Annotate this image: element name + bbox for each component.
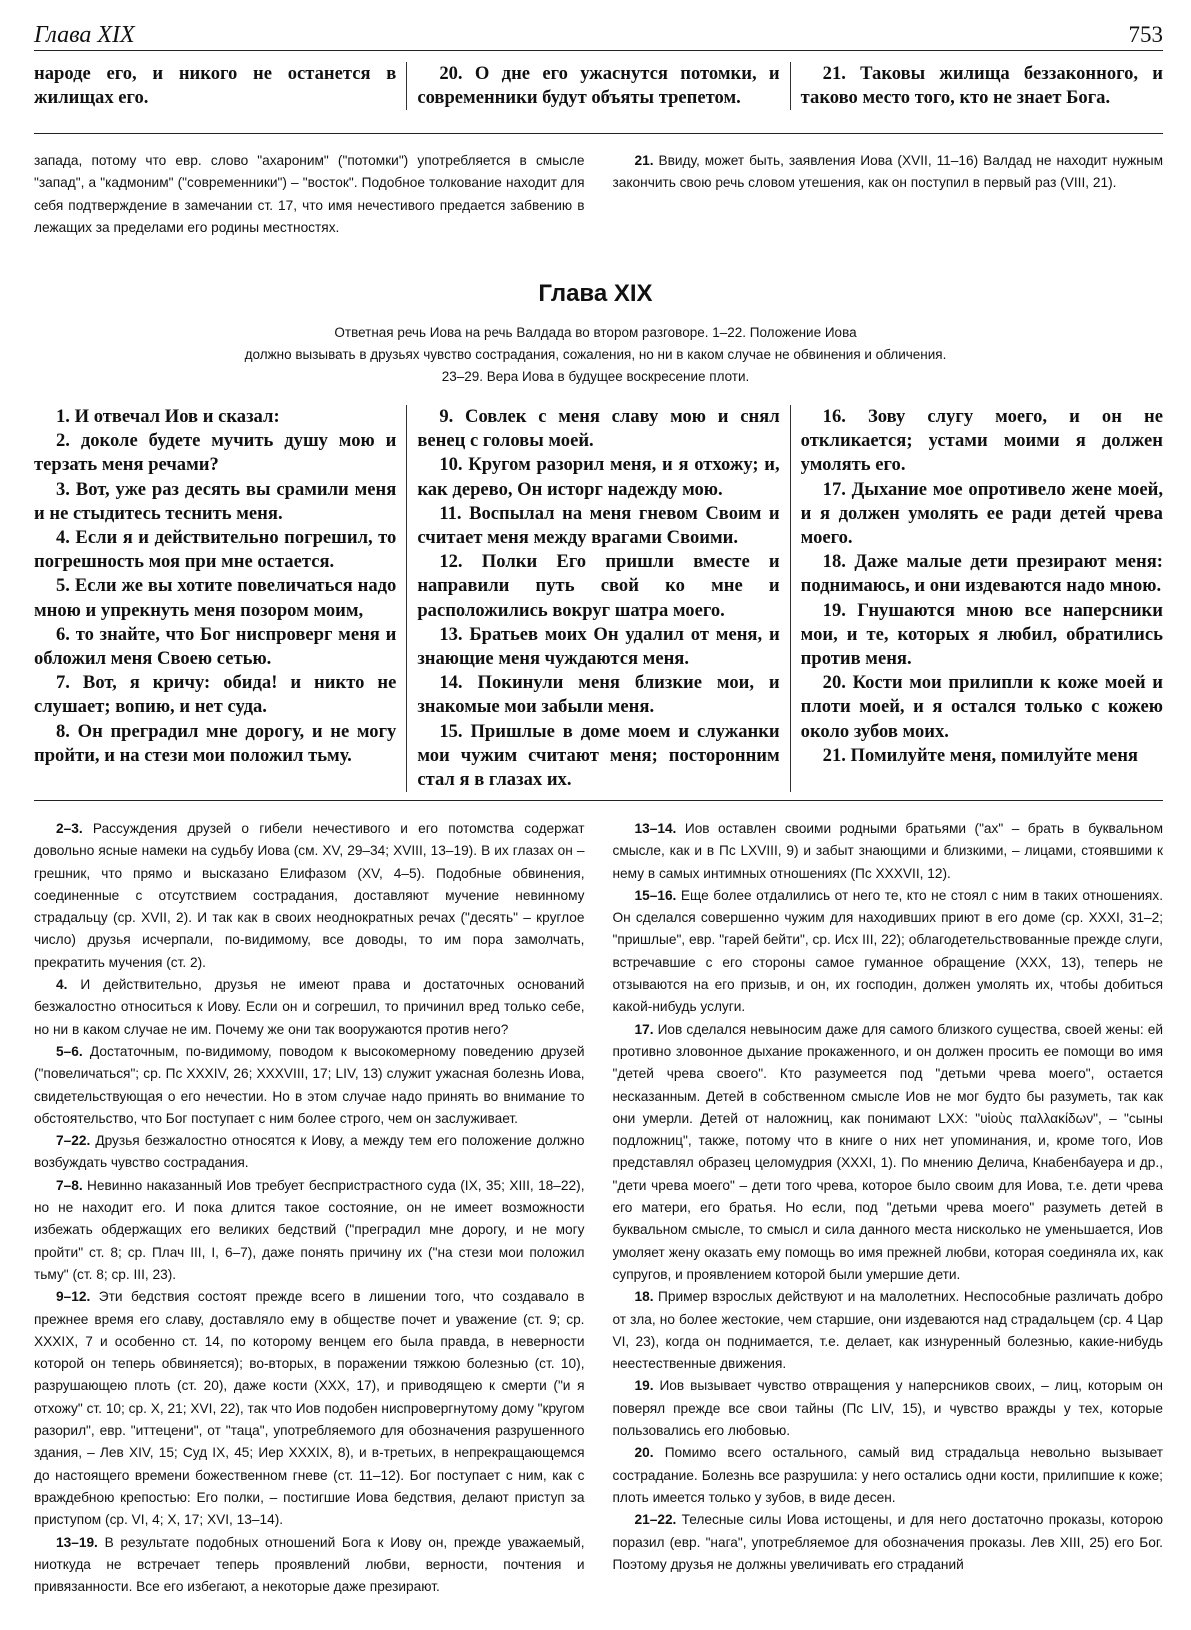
commentary-note <box>613 1019 1164 1287</box>
verse: 2. доколе будете мучить душу мою и терзать меня речами? <box>34 430 397 476</box>
verse: 14. Покинули меня близкие мои, и знакомые мои забыли меня. <box>417 672 780 718</box>
commentary-text: Иов вызывает чувство отвращения у наперсников своих, – лиц, которым он поверял прежде все свои тайны (Пс LIV, 15), и чувство вражды у тех, которые пользовались его любовью. <box>612 1378 1163 1439</box>
top-verse-col-1 <box>34 62 406 110</box>
commentary-note <box>613 1509 1164 1576</box>
commentary-ref: 17. <box>634 1021 654 1037</box>
commentary-note <box>613 885 1164 1019</box>
verse-col-2 <box>406 405 789 792</box>
top-verse-columns <box>34 62 1163 110</box>
commentary-columns <box>34 818 1163 1598</box>
verse-continuation: народе его, и никого не останется в жилищах его. <box>34 63 397 109</box>
verse: 15. Пришлые в доме моем и служанки мои чужим считают меня; посторонним стал я в глазах их. <box>417 720 780 791</box>
verse: 19. Гнушаются мною все наперсники мои, и те, которых я любил, обратились против меня. <box>800 599 1163 670</box>
commentary-ref: 5–6. <box>56 1043 83 1059</box>
commentary-note <box>34 1041 585 1130</box>
commentary-ref: 21. <box>634 153 654 168</box>
commentary-note <box>613 818 1164 885</box>
commentary-left <box>34 818 585 1598</box>
commentary-note <box>613 1442 1164 1509</box>
commentary-right <box>613 818 1164 1598</box>
commentary-text: Пример взрослых действуют и на малолетних. Неспособные различать добро от зла, но более жестокие, чем старшие, они издеваются над страдальцем (ср. 4 Цар VI, 23), когда он поднимается, т.е. делает, как изнуренный болезнью, какие-нибудь неестественные движения. <box>612 1289 1163 1372</box>
verse: 4. Если я и действительно погрешил, то погрешность моя при мне остается. <box>34 527 397 573</box>
top-commentary-right <box>613 150 1164 239</box>
commentary-note <box>34 1175 585 1286</box>
commentary-note <box>613 1375 1164 1442</box>
commentary-text: Иов сделался невыносим даже для самого близкого существа, своей жены: ей противно зловонное дыхание прокаженного, и он должен просить ее помощи во имя "детей чрева своего". Кто разумеется под "детьми чрева моего", остается несказанным. Детей в собственном смысле Иов не мог будто бы разуметь, так как они умерли. Детей от наложниц, как понимают LXX: "υἱοὺς παλλακίδων", – "сыны подложниц", также, потому что в книге о них нет упоминания, и, кроме того, Иов представлял образец целомудрия (XXXI, 1). По мнению Делича, Кнабенбауера и др., "дети чрева моего" – дети того чрева, которое было своим для Иова, т.е. дети чрева его матери, его братья. Но если, под "детьми чрева моего" разуметь детей в буквальном смысле, то смысл и сила данного места нисколько не уменьшается, Иов умоляет жену оказать ему помощь во имя прежней любви, которая соединяла их, как супругов, и проявлением которой были умершие дети. <box>612 1021 1163 1282</box>
verse: 5. Если же вы хотите повеличаться надо мною и упрекнуть меня позором моим, <box>34 575 397 621</box>
verse: 8. Он преградил мне дорогу, и не могу пройти, и на стези мои положил тьму. <box>34 720 397 766</box>
commentary-text: Иов оставлен своими родными братьями ("ах" – брать в буквальном смысле, как и в Пс LXVIII, 9) и забыт знающими и близкими, – лицами, стоявшими к нему в самых интимных отношениях (Пс XXXVII, 12). <box>612 821 1163 881</box>
commentary-ref: 13–14. <box>634 821 677 836</box>
commentary-ref: 15–16. <box>634 887 677 903</box>
divider-rule <box>34 800 1163 801</box>
verse-columns <box>34 405 1163 792</box>
verse: 11. Воспылал на меня гневом Своим и считает меня между врагами Своими. <box>417 502 780 549</box>
top-verse-col-2 <box>406 62 789 110</box>
divider-rule <box>34 133 1163 134</box>
commentary-text: Рассуждения друзей о гибели нечестивого и его потомства содержат довольно ясные намеки на судьбу Иова (см. XV, 29–34; XVIII, 13–19). В их глазах он – грешник, что прямо и высказано Елифазом (XV, 4–5). Подобные обвинения, соединенные с отсутствием сострадания, доставляют мучение невинному страдальцу (ср. XVII, 2). И так как в своих неоднократных речах ("десять" – круглое число) друзья исчерпали, по-видимому, все доводы, то им пора замолчать, прекратить мучения (ст. 2). <box>34 821 585 970</box>
commentary-ref: 9–12. <box>56 1289 91 1305</box>
commentary-note <box>34 1286 585 1531</box>
verse: 12. Полки Его пришли вместе и направили путь свой ко мне и расположились вокруг шатра моего. <box>417 551 780 621</box>
chapter-summary <box>60 322 1131 388</box>
verse-col-1 <box>34 405 406 792</box>
commentary-note <box>613 1286 1164 1375</box>
verse: 18. Даже малые дети презирают меня: поднимаюсь, и они издеваются надо мною. <box>800 551 1163 597</box>
commentary-text: Достаточным, по-видимому, поводом к высокомерному поведению друзей ("повеличаться"; ср. Пс XXXIV, 26; XXXVIII, 17; LIV, 13) служит ужасная болезнь Иова, свидетельствующая о его нечестии. Но в этом случае надо принять во внимание то обстоятельство, что Бог поступает с ним более строго, чем он заслуживает. <box>34 1043 585 1126</box>
top-commentary <box>34 150 1163 239</box>
verse: 9. Совлек с меня славу мою и снял венец с головы моей. <box>417 406 780 452</box>
running-chapter-title: Глава XIX <box>34 22 135 48</box>
commentary-text: Друзья безжалостно относятся к Иову, а между тем его положение должно возбуждать чувство сострадания. <box>34 1133 585 1171</box>
commentary-ref: 20. <box>634 1445 654 1461</box>
verse: 16. Зову слугу моего, и он не откликается; устами моими я должен умолять его. <box>800 406 1163 476</box>
commentary-text: И действительно, друзья не имеют права и достаточных оснований безжалостно относиться к Иову. Если он и согрешил, то причинил вред только себе, но ни в каком случае не им. Почему же они так вооружаются против него? <box>34 977 585 1037</box>
commentary-ref: 2–3. <box>56 821 83 836</box>
commentary-ref: 4. <box>56 977 68 993</box>
verse: 6. то знайте, что Бог ниспроверг меня и обложил меня Своею сетью. <box>34 623 397 670</box>
commentary-ref: 19. <box>634 1378 654 1394</box>
page-number: 753 <box>1128 22 1163 47</box>
commentary-note <box>34 1532 585 1599</box>
verse: 20. Кости мои прилипли к коже моей и плоти моей, и я остался только с кожею около зубов моих. <box>800 672 1163 742</box>
commentary-text: запада, потому что евр. слово "ахароним" ("потомки") употребляется в смысле "запад", а "кадмоним" ("современники") – "восток". Подобное толкование находит для себя подтверждение в замечании ст. 17, что имя нечестивого предается забвению в лежащих за пределами его родины местностях. <box>34 153 585 235</box>
commentary-text: Эти бедствия состоят прежде всего в лишении того, что создавало в прежнее время его славу, доставляло ему в обществе почет и уважение (ст. 9; ср. XXXIX, 7 и особенно ст. 14, по которому венцем его была правда, в неверности которой он теперь обвиняется); во-вторых, в поражении тяжкою болезнью (ст. 10), разрушающею плоть (ст. 20), даже кости (XXX, 17), и приводящею к смерти ("и я отхожу" ст. 10; ср. X, 21; XVI, 22), так что Иов подобен ниспровергнутому дому "кругом разорил", евр. "иттецени", от "таца", употребляемого для обозначения разрушенного здания, – Лев XIV, 15; Суд IX, 45; Иер XXXIX, 8), и в-третьих, в непрекращающемся до настоящего времени божественном гневе (ст. 11–12). Бог поступает с ним, как с враждебною крепостью: Его полки, – постигшие Иова бедствия, делают приступ за приступом (ср. VI, 4; X, 17; XVI, 13–14). <box>34 1289 585 1528</box>
commentary-ref: 7–22. <box>56 1133 91 1149</box>
commentary-note <box>34 1130 585 1175</box>
running-header <box>34 18 1163 51</box>
commentary-note <box>34 974 585 1041</box>
commentary-text: Помимо всего остального, самый вид страдальца невольно вызывает сострадание. Болезнь все разрушила: у него остались одни кости, прилипшие к коже; плоть имеется только у зубов, в виде десен. <box>612 1445 1163 1505</box>
verse: 21. Помилуйте меня, помилуйте меня <box>822 744 1138 766</box>
commentary-text: В результате подобных отношений Бога к Иову он, прежде уважаемый, ниоткуда не встречает теперь проявлений любви, верности, почтения и привязанности. Все его избегают, а некоторые даже презирают. <box>34 1534 585 1595</box>
summary-line: должно вызывать в друзьях чувство сострадания, сожаления, но ни в каком случае не обвинения и обличения. <box>244 347 947 362</box>
verse: 17. Дыхание мое опротивело жене моей, и я должен умолять ее ради детей чрева моего. <box>800 478 1163 549</box>
verse: 20. О дне его ужаснутся потомки, и современники будут объяты трепетом. <box>417 63 780 109</box>
commentary-text: Невинно наказанный Иов требует беспристрастного суда (IX, 35; XIII, 18–22), но не находит его. И пока длится такое состояние, он не имеет возможности избежать обдержащих его великих бедствий ("преградил мне дорогу, и не могу пройти" ст. 8; ср. Плач III, I, 6–7), даже понять причину их ("на стези мои положил тьму" (ст. 8; ср. III, 23). <box>34 1177 585 1282</box>
commentary-ref: 18. <box>634 1289 654 1305</box>
top-commentary-left <box>34 150 585 239</box>
verse: 3. Вот, уже раз десять вы срамили меня и не стыдитесь теснить меня. <box>34 478 397 524</box>
commentary-ref: 7–8. <box>56 1177 83 1193</box>
verse: 13. Братьев моих Он удалил от меня, и знающие меня чуждаются меня. <box>417 623 780 670</box>
top-verse-col-3 <box>790 62 1163 110</box>
verse: 10. Кругом разорил меня, и я отхожу; и, как дерево, Он исторг надежду мою. <box>417 454 780 500</box>
verse: 21. Таковы жилища беззаконного, и таково место того, кто не знает Бога. <box>800 63 1163 109</box>
commentary-text: Телесные силы Иова истощены, и для него достаточно проказы, которою поразил (евр. "нага", употребляемое для обозначения проказы. Лев XIII, 25) его Бог. Поэтому друзья не должны увеличивать его страданий <box>612 1512 1163 1572</box>
verse-col-3 <box>790 405 1163 792</box>
summary-line: 23–29. Вера Иова в будущее воскресение плоти. <box>441 369 750 384</box>
commentary-ref: 13–19. <box>56 1534 98 1550</box>
commentary-text: Ввиду, может быть, заявления Иова (XVII, 11–16) Валдад не находит нужным закончить свою речь словом утешения, как он поступил в первый раз (VIII, 21). <box>612 153 1163 191</box>
commentary-ref: 21–22. <box>634 1512 677 1528</box>
commentary-text: Еще более отдалились от него те, кто не стоял с ним в таких отношениях. Он сделался совершенно чужим для находивших приют в его доме (ср. XXXI, 31–2; "пришлые", евр. "гарей бейти", ср. Исх III, 22); облагодетельствованные прежде слуги, встречавшие с его стороны самое гуманное обращение (XXX, 13), теперь не отзываются на его призыв, и он, их господин, должен умолять их, чтобы добиться какой-нибудь услуги. <box>612 887 1163 1015</box>
verse: 7. Вот, я кричу: обида! и никто не слушает; вопию, и нет суда. <box>34 672 397 718</box>
summary-line: Ответная речь Иова на речь Валдада во втором разговоре. 1–22. Положение Иова <box>334 325 857 340</box>
chapter-heading: Глава XIX <box>538 280 653 307</box>
commentary-note <box>34 818 585 974</box>
verse: 1. И отвечал Иов и сказал: <box>56 406 280 427</box>
